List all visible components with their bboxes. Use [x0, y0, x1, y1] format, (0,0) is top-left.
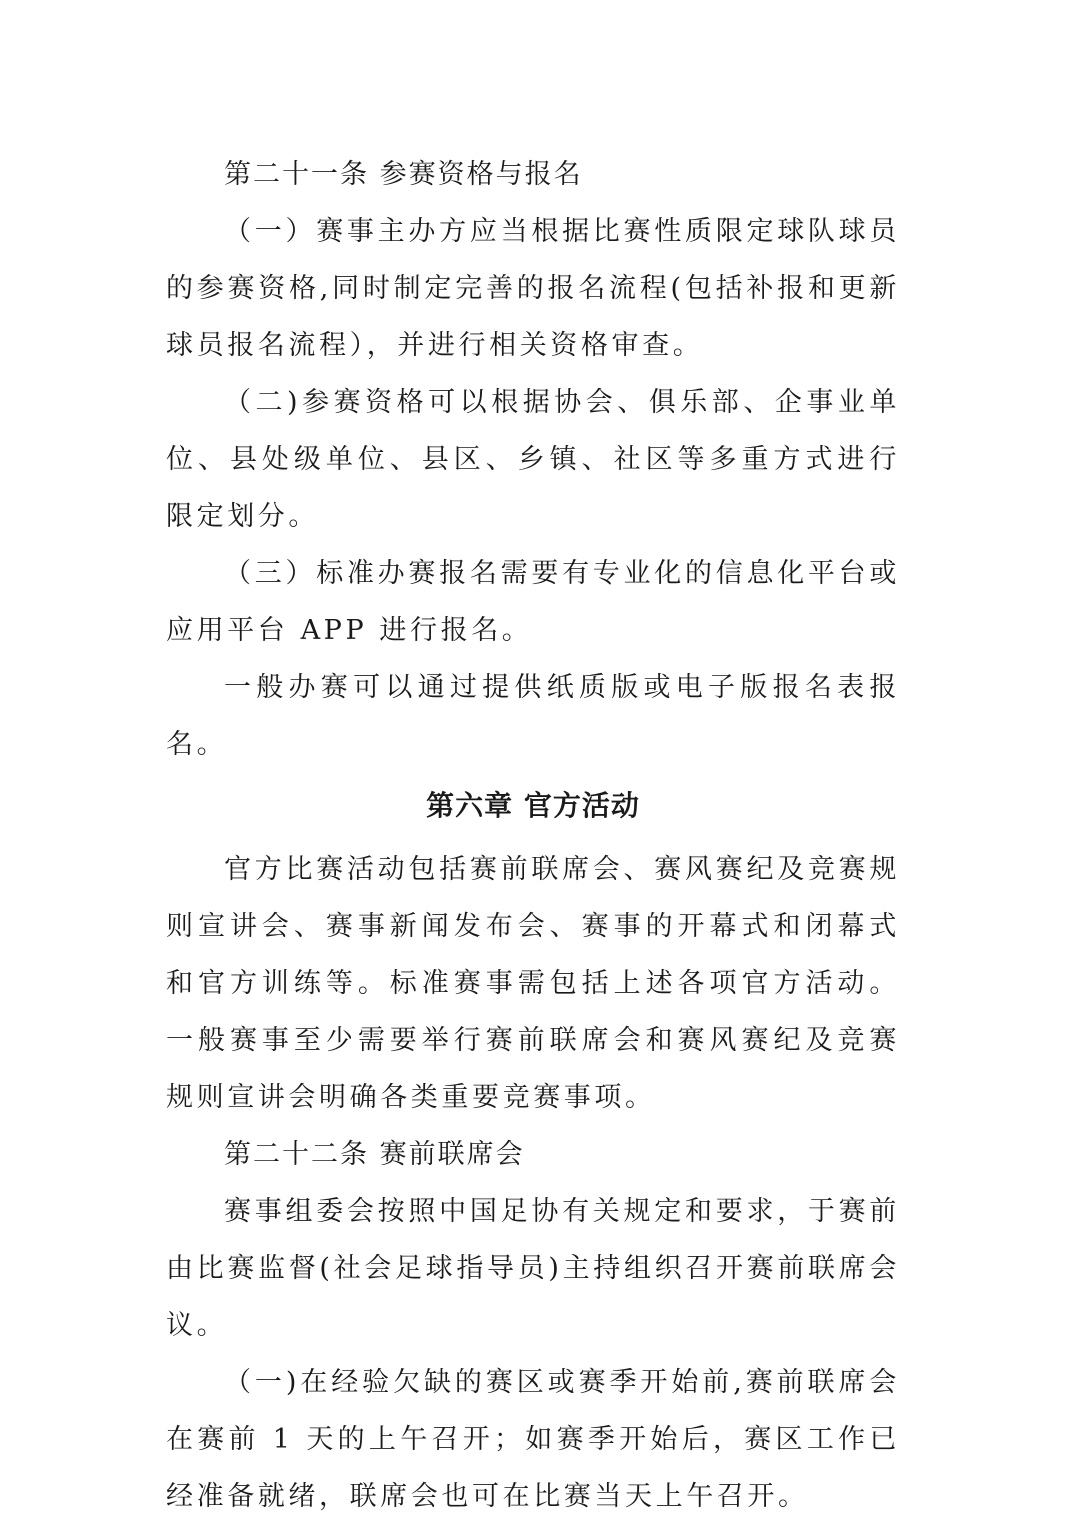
article-21-paragraph-2: （二)参赛资格可以根据协会、俱乐部、企事业单位、县处级单位、县区、乡镇、社区等多重方式进行限定划分。: [166, 387, 900, 532]
chapter-6-title: 第六章 官方活动: [426, 789, 640, 822]
article-22-paragraph-2: （一)在经验欠缺的赛区或赛季开始前,赛前联席会在赛前 1 天的上午召开；如赛季开始后，赛区工作已经准备就绪，联席会也可在比赛当天上午召开。: [166, 1367, 900, 1512]
article-21-title: 第二十一条 参赛资格与报名: [224, 159, 583, 190]
article-21-paragraph-4: 一般办赛可以通过提供纸质版或电子版报名表报名。: [166, 672, 900, 760]
article-22-paragraph-1: 赛事组委会按照中国足协有关规定和要求，于赛前由比赛监督(社会足球指导员)主持组织召开赛前联席会议。: [166, 1196, 900, 1341]
article-22-title: 第二十二条 赛前联席会: [224, 1139, 525, 1170]
article-21-paragraph-1: （一）赛事主办方应当根据比赛性质限定球队球员的参赛资格,同时制定完善的报名流程(包括补报和更新球员报名流程），并进行相关资格审查。: [166, 216, 900, 361]
article-21-paragraph-3: （三）标准办赛报名需要有专业化的信息化平台或应用平台 APP 进行报名。: [166, 558, 900, 646]
chapter-6-paragraph-1: 官方比赛活动包括赛前联席会、赛风赛纪及竞赛规则宣讲会、赛事新闻发布会、赛事的开幕式和闭幕式和官方训练等。标准赛事需包括上述各项官方活动。一般赛事至少需要举行赛前联席会和赛风赛纪及竞赛规则宣讲会明确各类重要竞赛事项。: [166, 854, 900, 1113]
document-body: [166, 146, 900, 1525]
